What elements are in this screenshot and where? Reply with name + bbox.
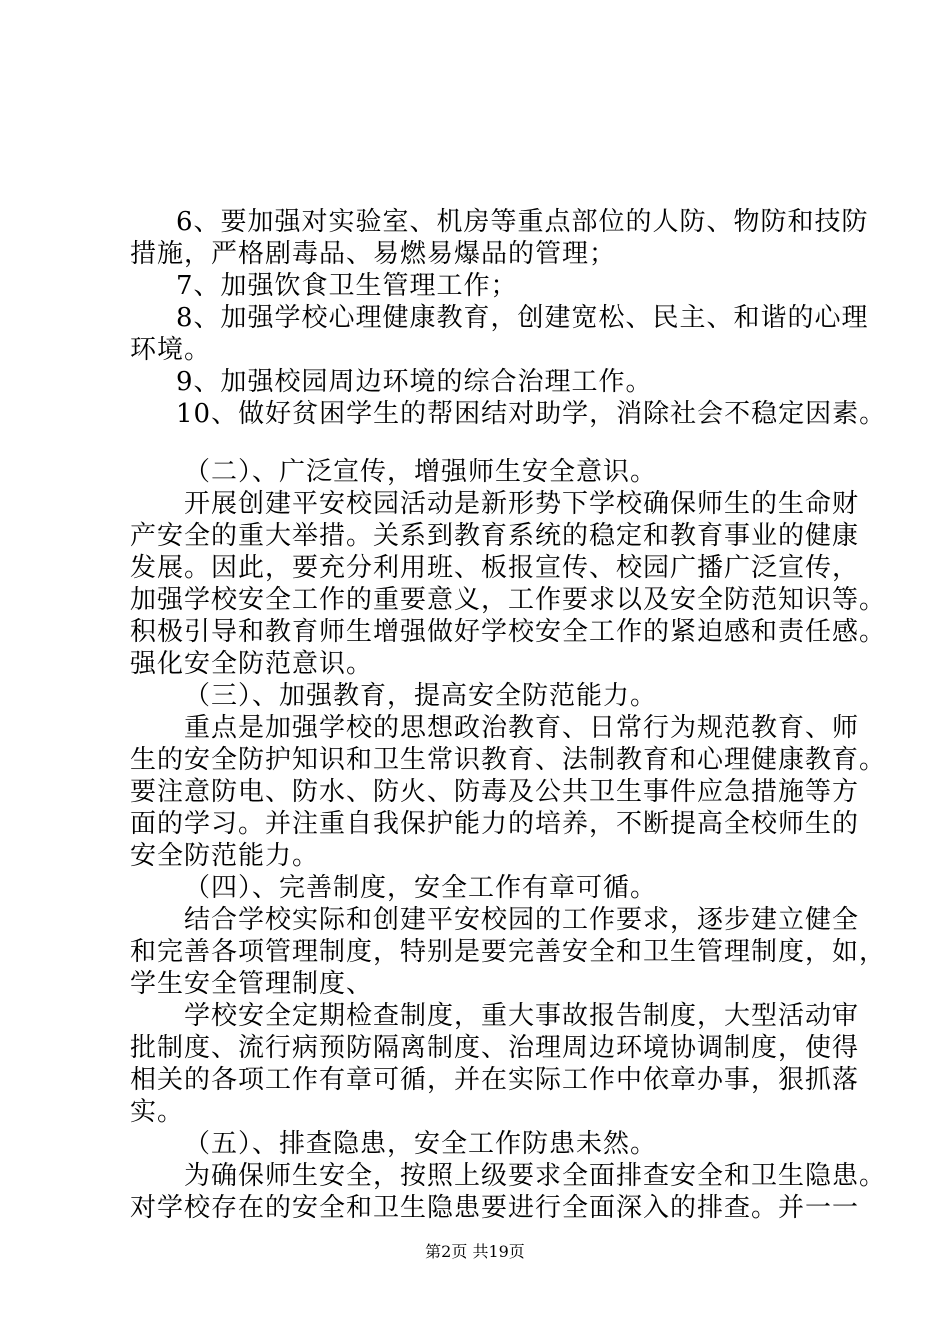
page-number-footer: 第2页 共19页 bbox=[425, 1242, 525, 1261]
text-line: 安全防范能力。 bbox=[130, 841, 320, 871]
text-line: 对学校存在的安全和卫生隐患要进行全面深入的排查。并一一 bbox=[130, 1193, 860, 1223]
text-line: 重点是加强学校的思想政治教育、日常行为规范教育、师 bbox=[184, 713, 860, 743]
text-line: 开展创建平安校园活动是新形势下学校确保师生的生命财 bbox=[184, 489, 860, 519]
text-line: 措施，严格剧毒品、易燃易爆品的管理； bbox=[130, 239, 617, 269]
text-line: 生的安全防护知识和卫生常识教育、法制教育和心理健康教育。 bbox=[130, 745, 887, 775]
text-line: 实。 bbox=[130, 1097, 185, 1127]
text-line: 结合学校实际和创建平安校园的工作要求，逐步建立健全 bbox=[184, 905, 860, 935]
text-line: 为确保师生安全，按照上级要求全面排查安全和卫生隐患。 bbox=[184, 1161, 887, 1191]
text-line: 要注意防电、防水、防火、防毒及公共卫生事件应急措施等方 bbox=[130, 777, 860, 807]
section-heading: （二）、广泛宣传，增强师生安全意识。 bbox=[184, 457, 658, 487]
section-heading: （三）、加强教育，提高安全防范能力。 bbox=[184, 681, 658, 711]
text-line: 面的学习。并注重自我保护能力的培养，不断提高全校师生的 bbox=[130, 809, 860, 839]
text-line: 强化安全防范意识。 bbox=[130, 649, 374, 679]
text-line: 产安全的重大举措。关系到教育系统的稳定和教育事业的健康 bbox=[130, 521, 860, 551]
text-line: 9、加强校园周边环境的综合治理工作。 bbox=[176, 367, 653, 397]
text-line: 学校安全定期检查制度，重大事故报告制度，大型活动审 bbox=[184, 1001, 860, 1031]
text-line: 和完善各项管理制度，特别是要完善安全和卫生管理制度，如， bbox=[130, 937, 887, 967]
text-line: 学生安全管理制度、 bbox=[130, 969, 374, 999]
text-line: 相关的各项工作有章可循，并在实际工作中依章办事，狠抓落 bbox=[130, 1065, 860, 1095]
section-heading: （四）、完善制度，安全工作有章可循。 bbox=[184, 873, 658, 903]
text-line: 发展。因此，要充分利用班、板报宣传、校园广播广泛宣传， bbox=[130, 553, 860, 583]
section-heading: （五）、排查隐患，安全工作防患未然。 bbox=[184, 1129, 658, 1159]
paragraph-gap bbox=[130, 430, 842, 456]
text-line: 环境。 bbox=[130, 335, 212, 365]
text-line: 积极引导和教育师生增强做好学校安全工作的紧迫感和责任感。 bbox=[130, 617, 887, 647]
text-line: 批制度、流行病预防隔离制度、治理周边环境协调制度，使得 bbox=[130, 1033, 860, 1063]
text-line: 加强学校安全工作的重要意义，工作要求以及安全防范知识等。 bbox=[130, 585, 887, 615]
text-line: 8、加强学校心理健康教育，创建宽松、民主、和谐的心理 bbox=[176, 303, 869, 333]
text-line: 10、做好贫困学生的帮困结对助学，消除社会不稳定因素。 bbox=[176, 399, 887, 429]
text-line: 7、加强饮食卫生管理工作； bbox=[176, 271, 518, 301]
document-body bbox=[130, 206, 887, 1224]
text-line: 6、要加强对实验室、机房等重点部位的人防、物防和技防 bbox=[176, 207, 869, 237]
